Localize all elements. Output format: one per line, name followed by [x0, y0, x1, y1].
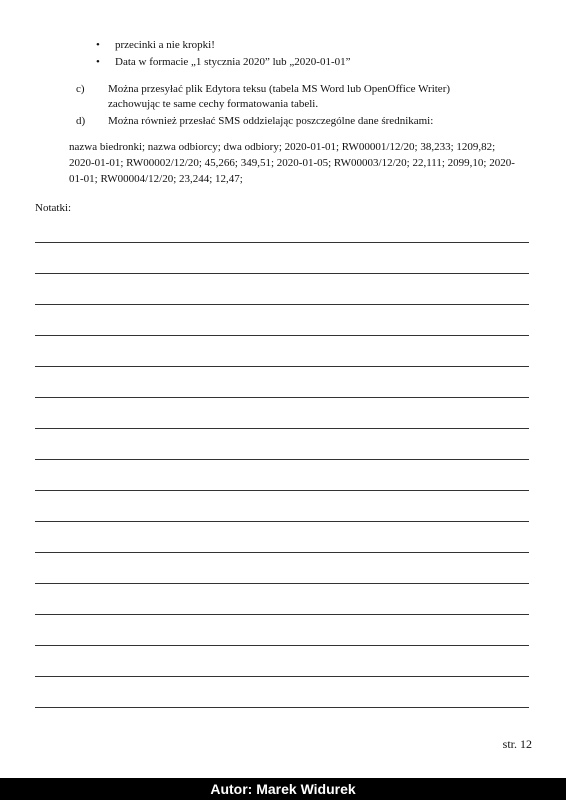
note-line	[35, 397, 529, 398]
bullet-list	[96, 37, 351, 71]
sms-example: nazwa biedronki; nazwa odbiorcy; dwa odbiory; 2020-01-01; RW00001/12/20; 38,233; 1209,82; 2020-01-01; RW00002/12/20; 45,266; 349,51; 2020-01-05; RW00003/12/20; 22,111; 2099,10; 2020-01-01; RW00004/12/20; 23,244; 12,47;	[69, 141, 515, 185]
note-line	[35, 707, 529, 708]
note-line	[35, 583, 529, 584]
note-line	[35, 552, 529, 553]
item-letter: c)	[76, 83, 85, 95]
bullet-text: Data w formacie „1 stycznia 2020” lub „2020-01-01”	[115, 56, 351, 68]
notes-lines	[35, 242, 529, 738]
list-item	[96, 37, 351, 54]
notes-label: Notatki:	[35, 202, 72, 214]
page-number: str. 12	[502, 737, 532, 751]
bullet-icon: •	[96, 39, 100, 51]
note-line	[35, 273, 529, 274]
item-text: Można również przesłać SMS oddzielając poszczególne dane średnikami:	[108, 115, 434, 127]
list-item	[96, 54, 351, 71]
item-letter: d)	[76, 115, 86, 127]
item-c	[76, 82, 496, 111]
note-line	[35, 366, 529, 367]
note-line	[35, 428, 529, 429]
note-line	[35, 521, 529, 522]
note-line	[35, 645, 529, 646]
author-footer: Autor: Marek Widurek	[0, 778, 566, 800]
note-line	[35, 304, 529, 305]
note-line	[35, 676, 529, 677]
bullet-icon: •	[96, 56, 100, 68]
item-d	[76, 114, 496, 129]
note-line	[35, 242, 529, 243]
lettered-items	[76, 82, 496, 132]
note-line	[35, 459, 529, 460]
note-line	[35, 490, 529, 491]
bullet-text: przecinki a nie kropki!	[115, 39, 215, 51]
note-line	[35, 614, 529, 615]
note-line	[35, 335, 529, 336]
item-text: Można przesyłać plik Edytora teksu (tabela MS Word lub OpenOffice Writer) zachowując te same cechy formatowania tabeli.	[108, 83, 451, 110]
